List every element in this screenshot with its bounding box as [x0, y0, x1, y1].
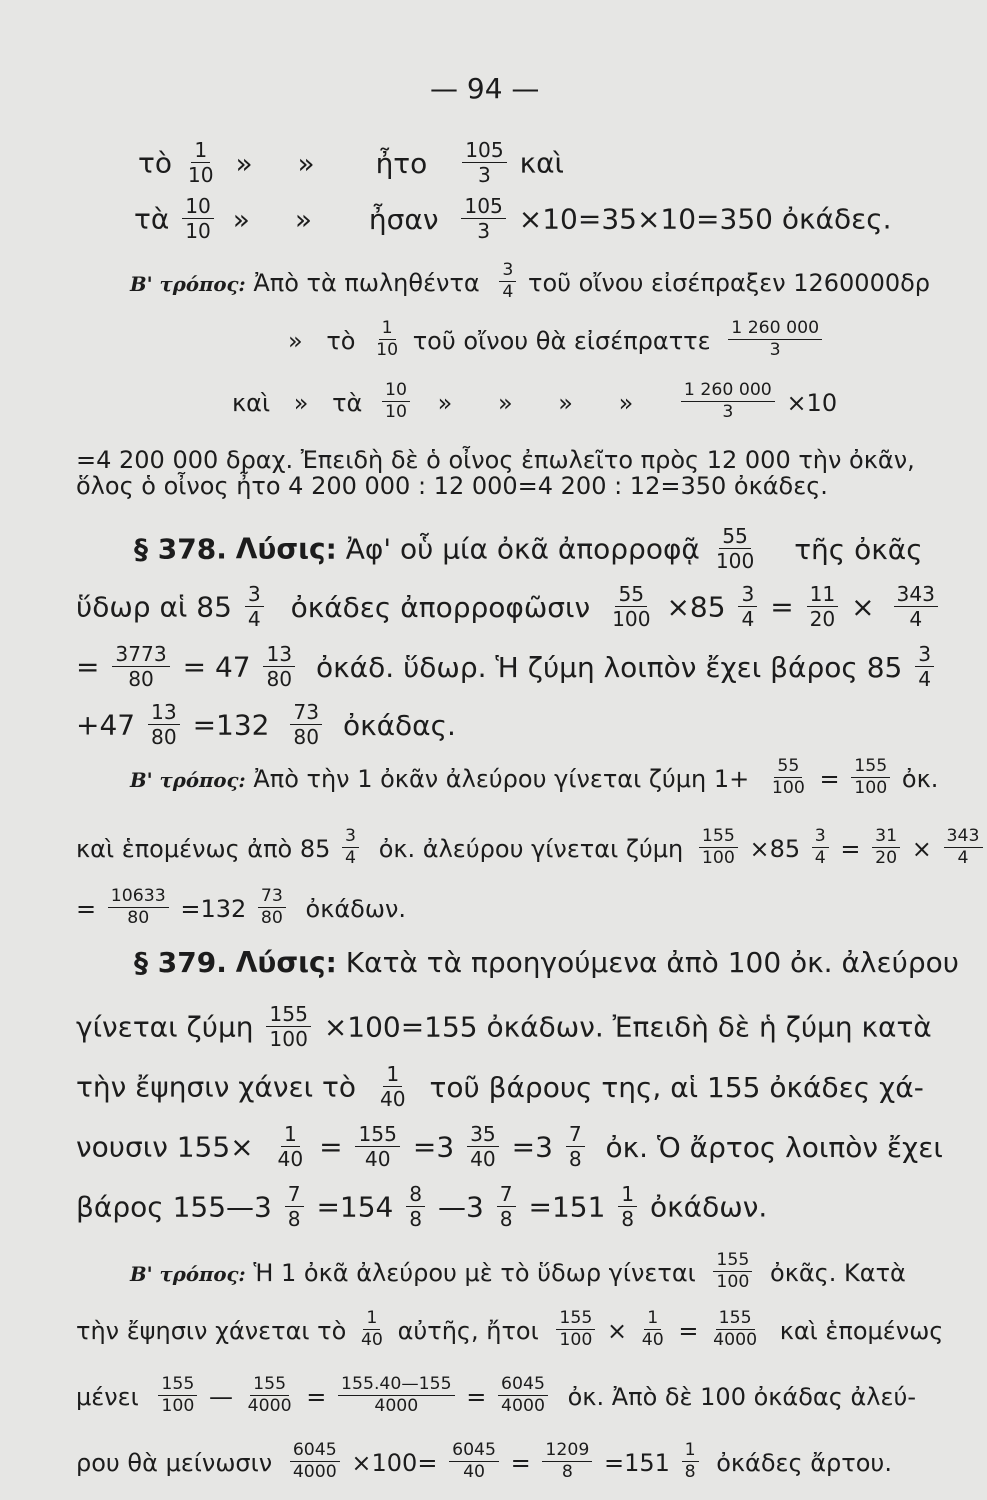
text-line: [76, 1182, 768, 1232]
denominator: 4000: [501, 1396, 545, 1417]
text-segment: =: [840, 834, 861, 863]
text-line: [138, 138, 565, 188]
text-segment: τοῦ οἴνου θὰ εἰσέπραττε: [412, 326, 711, 355]
numerator: 6045: [498, 1376, 548, 1396]
numerator: 343: [894, 584, 938, 607]
text-segment: ×: [607, 1316, 628, 1345]
text-segment: =: [76, 650, 100, 684]
text-segment: ὀκᾶς. Κατὰ: [770, 1258, 906, 1287]
text-segment: ὀκάδες ἄρτου.: [716, 1448, 892, 1477]
numerator: 155: [266, 1004, 310, 1027]
text-segment: =132: [180, 894, 247, 923]
denominator: 10: [187, 163, 214, 188]
fraction: [148, 700, 180, 750]
text-line: [134, 946, 959, 979]
denominator: 40: [360, 1330, 383, 1351]
numerator: 3: [812, 828, 829, 848]
text-line: [76, 1374, 917, 1418]
denominator: 3: [478, 163, 491, 188]
fraction: [358, 1310, 386, 1350]
text-segment: ὀκ. Ὁ ἄρτος λοιπὸν ἔχει: [605, 1130, 943, 1164]
text-segment: ×10=35×10=350 ὀκάδες.: [518, 202, 892, 236]
text-segment: γίνεται ζύμη: [76, 1010, 254, 1044]
text-segment: =: [319, 1130, 343, 1164]
fraction: [812, 828, 829, 868]
denominator: 80: [260, 908, 283, 929]
text-line: =4 200 000 δραχ. Ἐπειδὴ δὲ ὁ οἶνος ἐπωλεῖτο πρὸς 12 000 τὴν ὀκᾶν,: [76, 446, 915, 474]
text-segment: »: [294, 202, 312, 236]
numerator: 11: [807, 584, 839, 607]
text-segment: =3: [511, 1130, 553, 1164]
fraction: [618, 1182, 637, 1232]
fraction: [112, 642, 169, 692]
numerator: 1 260 000: [681, 382, 775, 402]
numerator: 10: [382, 382, 410, 402]
text-line: [134, 194, 892, 244]
fraction: [542, 1442, 592, 1482]
text-line: [76, 886, 406, 930]
denominator: 40: [641, 1330, 664, 1351]
numerator: 1: [191, 140, 210, 163]
denominator: 80: [127, 908, 150, 929]
denominator: 100: [161, 1396, 195, 1417]
text-segment: τὰ: [134, 202, 170, 236]
text-segment: καὶ: [232, 388, 271, 417]
text-segment: τὸ: [138, 146, 172, 180]
fraction: [699, 828, 738, 868]
fraction: [462, 138, 506, 188]
text-line: [76, 826, 987, 870]
text-segment: νουσιν 155×: [76, 1130, 254, 1164]
fraction: [872, 828, 900, 868]
fraction: [713, 524, 757, 574]
denominator: 4: [909, 607, 923, 632]
text-segment: Ἡ 1 ὀκᾶ ἀλεύρου μὲ τὸ ὕδωρ γίνεται: [253, 1258, 696, 1287]
numerator: 155: [713, 1252, 752, 1272]
text-segment: +47: [76, 708, 136, 742]
denominator: 4000: [292, 1462, 337, 1483]
fraction: [609, 582, 653, 632]
fraction: [406, 1182, 425, 1232]
text-segment: »: [497, 388, 513, 417]
section-number: § 379.: [134, 946, 227, 979]
denominator: 40: [470, 1147, 496, 1172]
text-segment: ὀκάδες ἀπορροφῶσιν: [290, 590, 591, 624]
fraction: [108, 888, 169, 928]
denominator: 3: [769, 340, 781, 361]
text-segment: =: [819, 764, 840, 793]
denominator: 100: [269, 1027, 308, 1052]
text-segment: ὀκ. Ἀπὸ δὲ 100 ὀκάδας ἀλεύ-: [567, 1382, 917, 1411]
numerator: 1: [281, 1124, 300, 1147]
text-segment: »: [293, 388, 309, 417]
denominator: 100: [559, 1330, 593, 1351]
text-segment: ὀκ.: [901, 764, 939, 793]
denominator: 10: [384, 402, 407, 423]
numerator: 55: [774, 758, 802, 778]
numerator: 13: [263, 644, 295, 667]
denominator: 3: [477, 219, 491, 244]
fraction: [377, 1062, 409, 1112]
denominator: 4000: [247, 1396, 292, 1417]
text-segment: = 47: [182, 650, 251, 684]
numerator: 55: [615, 584, 647, 607]
numerator: 10: [182, 196, 214, 219]
numerator: 55: [719, 526, 751, 549]
numerator: 8: [406, 1184, 425, 1207]
denominator: 4000: [713, 1330, 758, 1351]
fraction: [728, 320, 822, 360]
denominator: 100: [701, 848, 735, 869]
numerator: 155: [158, 1376, 197, 1396]
text-line: [76, 700, 456, 750]
numerator: 1: [379, 320, 396, 340]
text-segment: =: [510, 1448, 531, 1477]
fraction: [355, 1122, 399, 1172]
numerator: 3: [915, 644, 934, 667]
numerator: 1: [682, 1442, 699, 1462]
text-segment: Ἀπὸ τὰ πωληθέντα: [253, 268, 480, 297]
denominator: 80: [128, 667, 154, 692]
denominator: 80: [151, 725, 177, 750]
text-segment: »: [235, 146, 253, 180]
fraction: [769, 758, 808, 798]
numerator: 155: [250, 1376, 289, 1396]
fraction: [258, 888, 286, 928]
denominator: 80: [266, 667, 293, 692]
text-segment: καὶ ἑπομένως: [779, 1316, 944, 1345]
denominator: 40: [463, 1462, 486, 1483]
text-segment: »: [288, 326, 303, 355]
page-number: — 94 —: [430, 72, 540, 105]
text-line: [76, 1308, 944, 1352]
fraction: [467, 1122, 499, 1172]
text-line: ὅλος ὁ οἶνος ἦτο 4 200 000 : 12 000=4 200 : 12=350 ὀκάδες.: [76, 472, 828, 500]
denominator: 20: [875, 848, 898, 869]
fraction: [681, 382, 775, 422]
text-segment: =132: [192, 708, 270, 742]
numerator: 1: [644, 1310, 661, 1330]
numerator: 105: [461, 196, 505, 219]
denominator: 8: [409, 1207, 423, 1232]
text-segment: =151: [604, 1448, 670, 1477]
denominator: 40: [364, 1147, 391, 1172]
denominator: 10: [185, 219, 211, 244]
text-line: [76, 642, 938, 692]
method-label: Β' τρόπος:: [130, 1262, 246, 1286]
fraction: [382, 382, 410, 422]
fraction: [290, 700, 322, 750]
fraction: [807, 582, 839, 632]
text-segment: ὀκάδων.: [650, 1190, 768, 1224]
text-segment: τοῦ βάρους της, αἱ 155 ὀκάδες χά-: [429, 1070, 924, 1104]
text-segment: »: [232, 202, 250, 236]
text-segment: ὕδωρ αἱ 85: [76, 590, 232, 624]
numerator: 13: [148, 702, 180, 725]
denominator: 8: [684, 1462, 696, 1483]
text-segment: αὐτῆς, ἤτοι: [397, 1316, 539, 1345]
denominator: 4: [814, 848, 826, 869]
fraction: [497, 1182, 516, 1232]
numerator: 3: [499, 262, 516, 282]
denominator: 4000: [374, 1396, 419, 1417]
fraction: [894, 582, 938, 632]
numerator: 3: [245, 584, 264, 607]
text-segment: Λύσις:: [235, 946, 337, 979]
text-segment: —3: [438, 1190, 484, 1224]
text-line: [134, 524, 923, 574]
text-line: [76, 1062, 924, 1112]
text-segment: ὀκάδ. ὕδωρ. Ἡ ζύμη λοιπὸν ἔχει βάρος 85: [316, 650, 903, 684]
text-segment: ×100=155 ὀκάδων. Ἐπειδὴ δὲ ἡ ζύμη κατὰ: [323, 1010, 932, 1044]
fraction: [449, 1442, 499, 1482]
fraction: [185, 138, 217, 188]
text-segment: καὶ: [519, 146, 565, 180]
denominator: 100: [715, 549, 755, 574]
fraction: [266, 1002, 310, 1052]
method-label: Β' τρόπος:: [130, 272, 246, 296]
numerator: 1: [363, 1310, 380, 1330]
denominator: 8: [287, 1207, 301, 1232]
text-segment: Ἀπὸ τὴν 1 ὀκᾶν ἀλεύρου γίνεται ζύμη 1+: [253, 764, 750, 793]
text-segment: τοῦ οἴνου εἰσέπραξεν 1260000δρ: [528, 268, 931, 297]
fraction: [499, 262, 516, 302]
text-segment: ×100=: [351, 1448, 438, 1477]
text-segment: τὴν ἔψησιν χάνει τὸ: [76, 1070, 357, 1104]
fraction: [851, 758, 890, 798]
numerator: 105: [462, 140, 506, 163]
text-segment: ἦτο: [375, 146, 428, 180]
text-segment: =: [466, 1382, 487, 1411]
fraction: [290, 1442, 340, 1482]
denominator: 80: [293, 725, 320, 750]
fraction: [682, 1442, 699, 1482]
text-segment: ×: [911, 834, 932, 863]
denominator: 40: [277, 1147, 304, 1172]
denominator: 4: [502, 282, 514, 303]
fraction: [710, 1310, 760, 1350]
text-segment: =: [76, 894, 97, 923]
text-line: [76, 1002, 932, 1052]
denominator: 40: [379, 1087, 406, 1112]
numerator: 73: [290, 702, 322, 725]
numerator: 343: [944, 828, 983, 848]
numerator: 155: [716, 1310, 755, 1330]
denominator: 20: [809, 607, 836, 632]
text-segment: τὸ: [326, 326, 356, 355]
text-segment: »: [558, 388, 573, 417]
text-segment: =: [306, 1382, 327, 1411]
text-segment: Ἀφ' οὗ μία ὀκᾶ ἀπορροφᾷ: [345, 532, 700, 566]
text-line: [76, 1122, 943, 1172]
text-line: [130, 756, 939, 800]
section-number: § 378.: [134, 532, 227, 566]
text-segment: =: [770, 590, 794, 624]
denominator: 4: [741, 607, 755, 632]
numerator: 35: [467, 1124, 499, 1147]
text-segment: Κατὰ τὰ προηγούμενα ἀπὸ 100 ὀκ. ἀλεύρου: [345, 946, 959, 979]
denominator: 8: [568, 1147, 582, 1172]
fraction: [245, 1376, 295, 1416]
text-segment: τὰ: [332, 388, 363, 417]
numerator: 6045: [449, 1442, 499, 1462]
text-segment: τὴν ἔψησιν χάνεται τὸ: [76, 1316, 347, 1345]
numerator: 6045: [290, 1442, 340, 1462]
denominator: 100: [854, 778, 888, 799]
text-segment: »: [297, 146, 315, 180]
numerator: 155: [355, 1124, 399, 1147]
numerator: 155: [699, 828, 738, 848]
text-segment: ὀκ. ἀλεύρου γίνεται ζύμη: [378, 834, 684, 863]
text-segment: —: [209, 1382, 233, 1411]
fraction: [944, 828, 983, 868]
denominator: 10: [376, 340, 399, 361]
text-line: [76, 1440, 892, 1484]
fraction: [285, 1182, 304, 1232]
text-segment: ὀκάδας.: [342, 708, 456, 742]
fraction: [245, 582, 264, 632]
method-label: Β' τρόπος:: [130, 768, 246, 792]
denominator: 3: [722, 402, 734, 423]
fraction: [461, 194, 505, 244]
text-segment: ×10: [786, 388, 838, 417]
denominator: 4: [918, 667, 932, 692]
denominator: 8: [499, 1207, 513, 1232]
fraction: [915, 642, 934, 692]
denominator: 100: [716, 1272, 750, 1293]
fraction: [263, 642, 295, 692]
text-segment: »: [618, 388, 634, 417]
text-segment: ὀκάδων.: [305, 894, 406, 923]
text-segment: =151: [528, 1190, 606, 1224]
text-segment: μένει: [76, 1382, 139, 1411]
denominator: 8: [561, 1462, 573, 1483]
fraction: [373, 320, 401, 360]
text-segment: τῆς ὀκᾶς: [794, 532, 923, 566]
fraction: [639, 1310, 667, 1350]
fraction: [158, 1376, 197, 1416]
numerator: 3: [342, 828, 359, 848]
numerator: 1: [618, 1184, 637, 1207]
numerator: 3773: [112, 644, 169, 667]
denominator: 100: [771, 778, 805, 799]
text-segment: =: [678, 1316, 699, 1345]
text-segment: ρου θὰ μείνωσιν: [76, 1448, 273, 1477]
numerator: 1 260 000: [728, 320, 822, 340]
fraction: [738, 582, 757, 632]
text-segment: =154: [316, 1190, 394, 1224]
fraction: [566, 1122, 585, 1172]
numerator: 10633: [108, 888, 169, 908]
text-segment: βάρος 155—3: [76, 1190, 272, 1224]
denominator: 100: [612, 607, 651, 632]
fraction: [275, 1122, 307, 1172]
numerator: 155: [851, 758, 890, 778]
denominator: 8: [621, 1207, 635, 1232]
numerator: 7: [566, 1124, 585, 1147]
text-segment: καὶ ἑπομένως ἀπὸ 85: [76, 834, 331, 863]
denominator: 4: [345, 848, 357, 869]
denominator: 4: [957, 848, 969, 869]
fraction: [182, 194, 214, 244]
text-line: [130, 260, 931, 304]
text-segment: Λύσις:: [235, 532, 337, 566]
fraction: [556, 1310, 595, 1350]
text-line: [76, 582, 942, 632]
text-line: [130, 1250, 906, 1294]
fraction: [498, 1376, 548, 1416]
text-segment: ×85: [749, 834, 801, 863]
numerator: 1209: [542, 1442, 592, 1462]
numerator: 7: [497, 1184, 516, 1207]
text-line: [232, 380, 838, 424]
numerator: 3: [738, 584, 757, 607]
numerator: 1: [383, 1064, 402, 1087]
text-segment: ×: [851, 590, 875, 624]
numerator: 155.40—155: [338, 1376, 455, 1396]
text-segment: =3: [412, 1130, 455, 1164]
numerator: 31: [872, 828, 900, 848]
fraction: [338, 1376, 455, 1416]
numerator: 155: [556, 1310, 595, 1330]
text-segment: ἦσαν: [368, 202, 439, 236]
text-segment: ×85: [666, 590, 726, 624]
fraction: [713, 1252, 752, 1292]
numerator: 73: [258, 888, 286, 908]
fraction: [342, 828, 359, 868]
numerator: 7: [285, 1184, 304, 1207]
text-line: [288, 318, 826, 362]
denominator: 4: [247, 607, 261, 632]
text-segment: »: [437, 388, 453, 417]
